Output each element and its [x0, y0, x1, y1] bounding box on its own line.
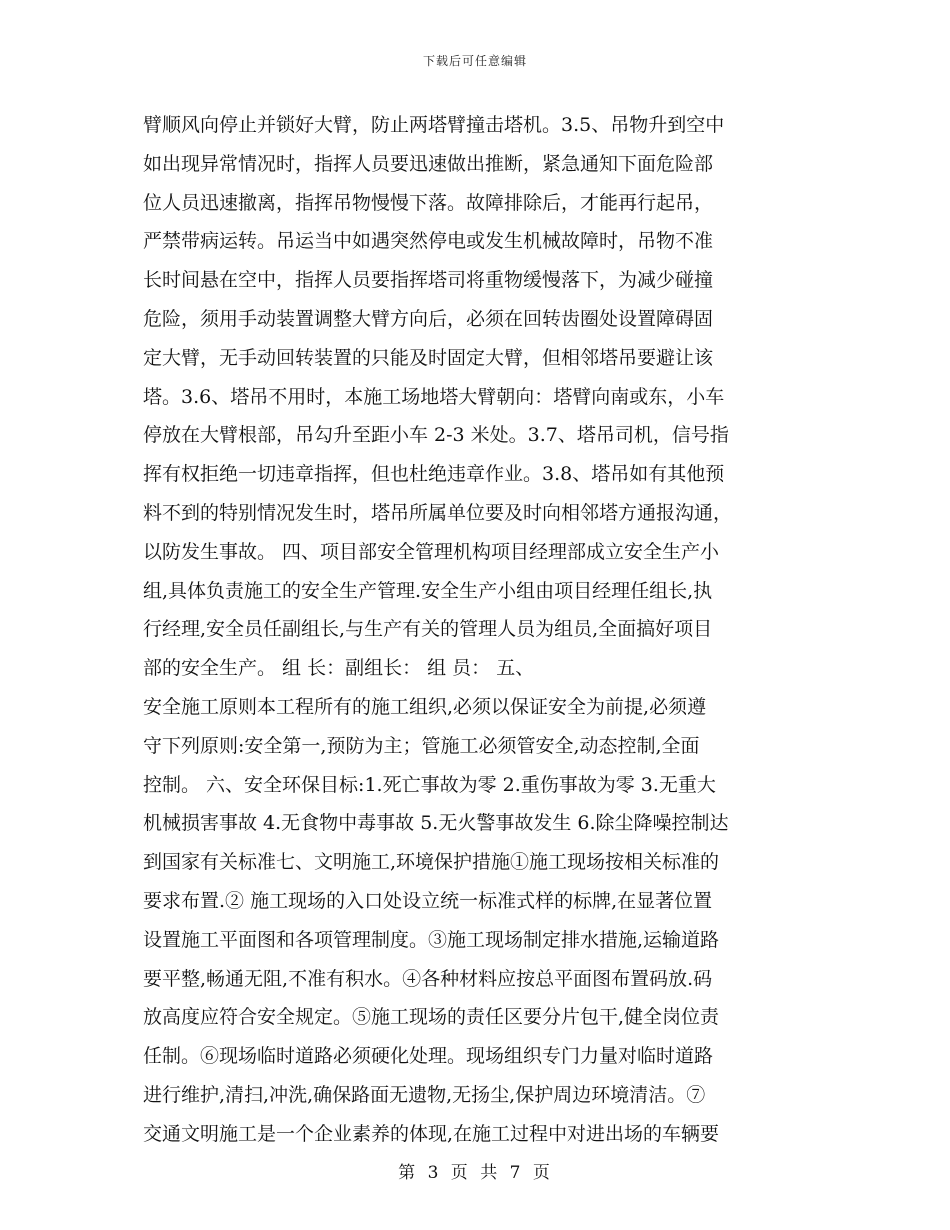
text-line-5: 长时间悬在空中，指挥人员要指挥塔司将重物缓慢落下，为减少碰撞 [143, 269, 714, 292]
text-line-12: 以防发生事故。 四、项目部安全管理机构项目经理部成立安全生产小 [143, 540, 720, 563]
text-line-1: 臂顺风向停止并锁好大臂，防止两塔臂撞击塔机。3.5、吊物升到空中 [143, 114, 725, 136]
text-line-7: 定大臂，无手动回转装置的只能及时固定大臂，但相邻塔吊要避让该 [143, 346, 714, 369]
text-line-10: 挥有权拒绝一切违章指挥，但也杜绝违章作业。3.8、塔吊如有其他预 [143, 463, 725, 486]
text-line-18: 控制。 六、安全环保目标:1.死亡事故为零 2.重伤事故为零 3.无重大 [143, 773, 716, 796]
document-body [143, 106, 807, 1156]
text-line-23: 要平整,畅通无阻,不准有积水。④各种材料应按总平面图布置码放.码 [143, 967, 713, 990]
page-number: 第 3 页 共 7 页 [398, 1163, 552, 1183]
page-header-note: 下载后可任意编辑 [422, 54, 527, 68]
text-line-8: 塔。3.6、塔吊不用时，本施工场地塔大臂朝向：塔臂向南或东，小车 [143, 385, 725, 408]
text-line-2: 如出现异常情况时，指挥人员要迅速做出推断，紧急通知下面危险部 [143, 152, 714, 175]
text-line-15: 部的安全生产。 组 长：副组长： 组 员： 五、 [143, 657, 535, 680]
text-line-19: 机械损害事故 4.无食物中毒事故 5.无火警事故发生 6.除尘降噪控制达 [143, 812, 729, 835]
text-line-22: 设置施工平面图和各项管理制度。③施工现场制定排水措施,运输道路 [143, 928, 720, 951]
text-line-16: 安全施工原则本工程所有的施工组织,必须以保证安全为前提,必须遵 [143, 695, 707, 718]
text-line-25: 任制。⑥现场临时道路必须硬化处理。现场组织专门力量对临时道路 [143, 1045, 714, 1068]
text-line-6: 危险，须用手动装置调整大臂方向后，必须在回转齿圈处设置障碍固 [143, 307, 714, 330]
text-line-9: 停放在大臂根部，吊勾升至距小车 2-3 米处。3.7、塔吊司机，信号指 [143, 424, 729, 447]
text-line-26: 进行维护,清扫,冲洗,确保路面无遗物,无扬尘,保护周边环境清洁。⑦ [143, 1083, 706, 1106]
text-line-4: 严禁带病运转。吊运当中如遇突然停电或发生机械故障时，吊物不准 [143, 230, 714, 253]
text-line-13: 组,具体负责施工的安全生产管理.安全生产小组由项目经理任组长,执 [143, 579, 713, 602]
text-line-24: 放高度应符合安全规定。⑤施工现场的责任区要分片包干,健全岗位责 [143, 1006, 720, 1029]
text-line-27: 交通文明施工是一个企业素养的体现,在施工过程中对进出场的车辆要 [143, 1122, 720, 1145]
text-line-17: 守下列原则:安全第一,预防为主；管施工必须管安全,动态控制,全面 [143, 734, 700, 757]
text-line-11: 料不到的特别情况发生时，塔吊所属单位要及时向相邻塔方通报沟通， [143, 501, 733, 524]
text-line-20: 到国家有关标准七、文明施工,环境保护措施①施工现场按相关标准的 [143, 851, 720, 874]
text-line-14: 行经理,安全员任副组长,与生产有关的管理人员为组员,全面搞好项目 [143, 618, 713, 641]
text-line-21: 要求布置.② 施工现场的入口处设立统一标准式样的标牌,在显著位置 [143, 889, 713, 912]
text-line-3: 位人员迅速撤离，指挥吊物慢慢下落。故障排除后，才能再行起吊， [143, 191, 714, 214]
